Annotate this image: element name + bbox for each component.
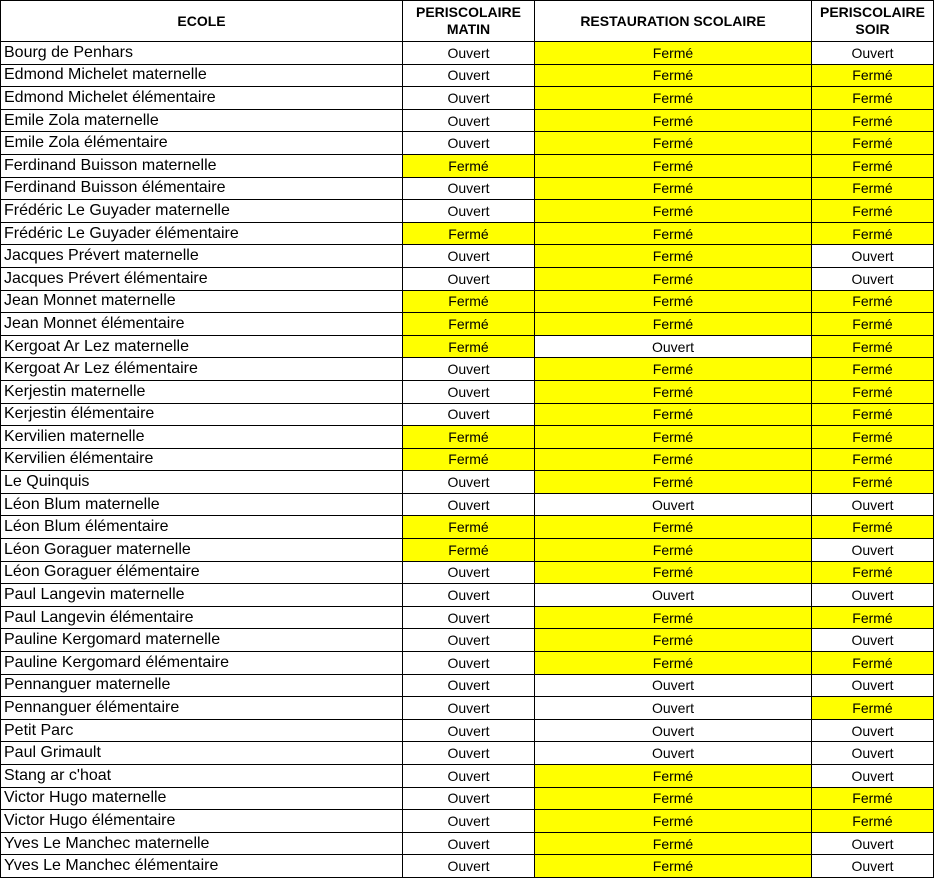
status-cell-soir: Fermé — [812, 697, 934, 720]
table-row — [1, 516, 934, 539]
school-name-cell: Jacques Prévert élémentaire — [1, 267, 403, 290]
status-cell-restauration: Fermé — [535, 87, 812, 110]
status-cell-soir: Fermé — [812, 154, 934, 177]
school-name-cell: Léon Blum élémentaire — [1, 516, 403, 539]
status-cell-soir: Fermé — [812, 561, 934, 584]
school-name-cell: Pauline Kergomard élémentaire — [1, 652, 403, 675]
school-name-cell: Victor Hugo élémentaire — [1, 810, 403, 833]
table-row — [1, 200, 934, 223]
status-cell-matin: Fermé — [403, 154, 535, 177]
table-row — [1, 64, 934, 87]
status-cell-restauration: Ouvert — [535, 493, 812, 516]
status-cell-soir: Ouvert — [812, 832, 934, 855]
status-cell-soir: Ouvert — [812, 674, 934, 697]
status-cell-restauration: Ouvert — [535, 335, 812, 358]
status-cell-soir: Ouvert — [812, 493, 934, 516]
status-cell-matin: Fermé — [403, 426, 535, 449]
school-name-cell: Emile Zola élémentaire — [1, 132, 403, 155]
table-row — [1, 426, 934, 449]
school-name-cell: Jean Monnet maternelle — [1, 290, 403, 313]
status-cell-soir: Fermé — [812, 652, 934, 675]
status-cell-restauration: Fermé — [535, 652, 812, 675]
table-row — [1, 380, 934, 403]
status-cell-restauration: Ouvert — [535, 719, 812, 742]
school-name-cell: Kervilien maternelle — [1, 426, 403, 449]
status-cell-soir: Fermé — [812, 335, 934, 358]
school-name-cell: Kergoat Ar Lez maternelle — [1, 335, 403, 358]
status-cell-restauration: Fermé — [535, 380, 812, 403]
status-cell-soir: Fermé — [812, 132, 934, 155]
table-row — [1, 448, 934, 471]
status-cell-soir: Ouvert — [812, 267, 934, 290]
status-cell-soir: Fermé — [812, 810, 934, 833]
school-name-cell: Petit Parc — [1, 719, 403, 742]
status-cell-matin: Ouvert — [403, 765, 535, 788]
status-cell-matin: Fermé — [403, 448, 535, 471]
status-cell-soir: Ouvert — [812, 742, 934, 765]
status-cell-soir: Fermé — [812, 109, 934, 132]
status-cell-matin: Ouvert — [403, 177, 535, 200]
table-row — [1, 358, 934, 381]
status-cell-matin: Ouvert — [403, 787, 535, 810]
status-cell-soir: Fermé — [812, 177, 934, 200]
status-cell-soir: Fermé — [812, 787, 934, 810]
table-row — [1, 787, 934, 810]
table-row — [1, 629, 934, 652]
status-cell-matin: Fermé — [403, 516, 535, 539]
status-cell-matin: Ouvert — [403, 42, 535, 65]
status-cell-matin: Ouvert — [403, 358, 535, 381]
status-cell-restauration: Fermé — [535, 313, 812, 336]
school-name-cell: Edmond Michelet élémentaire — [1, 87, 403, 110]
status-cell-restauration: Fermé — [535, 154, 812, 177]
status-cell-matin: Fermé — [403, 335, 535, 358]
status-cell-soir: Ouvert — [812, 719, 934, 742]
school-name-cell: Léon Goraguer élémentaire — [1, 561, 403, 584]
status-cell-matin: Ouvert — [403, 471, 535, 494]
school-name-cell: Pennanguer élémentaire — [1, 697, 403, 720]
status-cell-restauration: Fermé — [535, 855, 812, 878]
table-row — [1, 674, 934, 697]
status-cell-matin: Ouvert — [403, 561, 535, 584]
status-cell-matin: Fermé — [403, 222, 535, 245]
table-row — [1, 652, 934, 675]
table-row — [1, 561, 934, 584]
status-cell-restauration: Fermé — [535, 810, 812, 833]
school-name-cell: Kerjestin élémentaire — [1, 403, 403, 426]
status-cell-matin: Ouvert — [403, 855, 535, 878]
table-row — [1, 810, 934, 833]
status-cell-soir: Fermé — [812, 606, 934, 629]
status-cell-soir: Fermé — [812, 380, 934, 403]
status-cell-matin: Ouvert — [403, 697, 535, 720]
status-cell-restauration: Fermé — [535, 290, 812, 313]
table-row — [1, 606, 934, 629]
school-name-cell: Bourg de Penhars — [1, 42, 403, 65]
school-name-cell: Ferdinand Buisson maternelle — [1, 154, 403, 177]
table-row — [1, 132, 934, 155]
header-soir-line2: SOIR — [855, 21, 890, 37]
status-cell-restauration: Fermé — [535, 561, 812, 584]
table-row — [1, 584, 934, 607]
status-cell-restauration: Fermé — [535, 516, 812, 539]
school-name-cell: Frédéric Le Guyader élémentaire — [1, 222, 403, 245]
status-cell-restauration: Fermé — [535, 358, 812, 381]
header-matin-line2: MATIN — [446, 21, 491, 37]
status-cell-restauration: Fermé — [535, 177, 812, 200]
status-cell-restauration: Fermé — [535, 222, 812, 245]
status-cell-matin: Ouvert — [403, 719, 535, 742]
status-cell-matin: Ouvert — [403, 629, 535, 652]
table-row — [1, 765, 934, 788]
header-restauration-scolaire: RESTAURATION SCOLAIRE — [535, 1, 812, 42]
status-cell-soir: Ouvert — [812, 539, 934, 562]
status-cell-matin: Ouvert — [403, 267, 535, 290]
table-row — [1, 471, 934, 494]
school-name-cell: Victor Hugo maternelle — [1, 787, 403, 810]
school-name-cell: Frédéric Le Guyader maternelle — [1, 200, 403, 223]
school-name-cell: Paul Grimault — [1, 742, 403, 765]
table-row — [1, 335, 934, 358]
table-header — [1, 1, 934, 42]
status-cell-matin: Ouvert — [403, 380, 535, 403]
status-cell-restauration: Fermé — [535, 42, 812, 65]
header-periscolaire-matin — [403, 1, 535, 42]
status-cell-restauration: Ouvert — [535, 697, 812, 720]
status-cell-matin: Ouvert — [403, 64, 535, 87]
header-ecole: ECOLE — [1, 1, 403, 42]
status-cell-restauration: Ouvert — [535, 742, 812, 765]
status-cell-matin: Ouvert — [403, 200, 535, 223]
status-cell-soir: Fermé — [812, 358, 934, 381]
status-cell-restauration: Fermé — [535, 765, 812, 788]
status-cell-soir: Ouvert — [812, 584, 934, 607]
status-cell-restauration: Fermé — [535, 245, 812, 268]
status-cell-matin: Ouvert — [403, 245, 535, 268]
table-row — [1, 697, 934, 720]
status-cell-restauration: Ouvert — [535, 584, 812, 607]
status-cell-soir: Fermé — [812, 313, 934, 336]
status-cell-soir: Fermé — [812, 471, 934, 494]
header-matin-line1: PERISCOLAIRE — [415, 4, 521, 20]
status-cell-soir: Fermé — [812, 87, 934, 110]
status-cell-restauration: Ouvert — [535, 674, 812, 697]
status-cell-matin: Ouvert — [403, 742, 535, 765]
table-row — [1, 493, 934, 516]
table-row — [1, 177, 934, 200]
table-row — [1, 742, 934, 765]
status-cell-soir: Ouvert — [812, 855, 934, 878]
status-cell-restauration: Fermé — [535, 832, 812, 855]
status-cell-matin: Ouvert — [403, 132, 535, 155]
school-name-cell: Kervilien élémentaire — [1, 448, 403, 471]
status-cell-matin: Ouvert — [403, 109, 535, 132]
status-cell-soir: Fermé — [812, 290, 934, 313]
table-row — [1, 855, 934, 878]
status-cell-soir: Fermé — [812, 64, 934, 87]
header-periscolaire-soir — [812, 1, 934, 42]
table-row — [1, 403, 934, 426]
status-cell-soir: Ouvert — [812, 42, 934, 65]
status-cell-restauration: Fermé — [535, 471, 812, 494]
header-row — [1, 1, 934, 42]
school-name-cell: Kergoat Ar Lez élémentaire — [1, 358, 403, 381]
school-name-cell: Kerjestin maternelle — [1, 380, 403, 403]
school-name-cell: Jean Monnet élémentaire — [1, 313, 403, 336]
status-cell-restauration: Fermé — [535, 267, 812, 290]
status-cell-soir: Ouvert — [812, 629, 934, 652]
status-cell-soir: Ouvert — [812, 245, 934, 268]
status-cell-matin: Ouvert — [403, 652, 535, 675]
status-cell-soir: Fermé — [812, 448, 934, 471]
school-name-cell: Paul Langevin élémentaire — [1, 606, 403, 629]
table-row — [1, 267, 934, 290]
status-cell-restauration: Fermé — [535, 606, 812, 629]
status-cell-soir: Fermé — [812, 403, 934, 426]
school-name-cell: Paul Langevin maternelle — [1, 584, 403, 607]
school-name-cell: Léon Blum maternelle — [1, 493, 403, 516]
school-name-cell: Stang ar c'hoat — [1, 765, 403, 788]
status-cell-soir: Fermé — [812, 516, 934, 539]
school-name-cell: Pauline Kergomard maternelle — [1, 629, 403, 652]
status-cell-restauration: Fermé — [535, 403, 812, 426]
status-cell-restauration: Fermé — [535, 109, 812, 132]
table-row — [1, 245, 934, 268]
table-row — [1, 109, 934, 132]
table-row — [1, 313, 934, 336]
school-name-cell: Edmond Michelet maternelle — [1, 64, 403, 87]
school-name-cell: Yves Le Manchec élémentaire — [1, 855, 403, 878]
status-cell-matin: Ouvert — [403, 674, 535, 697]
table-row — [1, 154, 934, 177]
table-row — [1, 290, 934, 313]
status-cell-matin: Ouvert — [403, 606, 535, 629]
status-cell-soir: Ouvert — [812, 765, 934, 788]
school-name-cell: Léon Goraguer maternelle — [1, 539, 403, 562]
status-cell-restauration: Fermé — [535, 448, 812, 471]
header-soir-line1: PERISCOLAIRE — [819, 4, 925, 20]
status-cell-matin: Ouvert — [403, 584, 535, 607]
table-row — [1, 87, 934, 110]
status-cell-soir: Fermé — [812, 426, 934, 449]
status-cell-restauration: Fermé — [535, 132, 812, 155]
school-name-cell: Emile Zola maternelle — [1, 109, 403, 132]
status-cell-matin: Ouvert — [403, 832, 535, 855]
status-cell-soir: Fermé — [812, 222, 934, 245]
status-cell-matin: Fermé — [403, 290, 535, 313]
status-cell-restauration: Fermé — [535, 64, 812, 87]
table-row — [1, 222, 934, 245]
status-cell-matin: Ouvert — [403, 87, 535, 110]
school-name-cell: Ferdinand Buisson élémentaire — [1, 177, 403, 200]
status-cell-matin: Ouvert — [403, 403, 535, 426]
table-row — [1, 832, 934, 855]
status-cell-soir: Fermé — [812, 200, 934, 223]
school-name-cell: Pennanguer maternelle — [1, 674, 403, 697]
status-cell-restauration: Fermé — [535, 200, 812, 223]
status-cell-matin: Ouvert — [403, 493, 535, 516]
table-body — [1, 42, 934, 878]
status-cell-restauration: Fermé — [535, 426, 812, 449]
status-cell-restauration: Fermé — [535, 787, 812, 810]
status-cell-restauration: Fermé — [535, 629, 812, 652]
school-name-cell: Le Quinquis — [1, 471, 403, 494]
status-cell-restauration: Fermé — [535, 539, 812, 562]
school-name-cell: Yves Le Manchec maternelle — [1, 832, 403, 855]
table-row — [1, 719, 934, 742]
status-cell-matin: Fermé — [403, 539, 535, 562]
table-row — [1, 42, 934, 65]
table-row — [1, 539, 934, 562]
status-cell-matin: Fermé — [403, 313, 535, 336]
school-name-cell: Jacques Prévert maternelle — [1, 245, 403, 268]
status-cell-matin: Ouvert — [403, 810, 535, 833]
